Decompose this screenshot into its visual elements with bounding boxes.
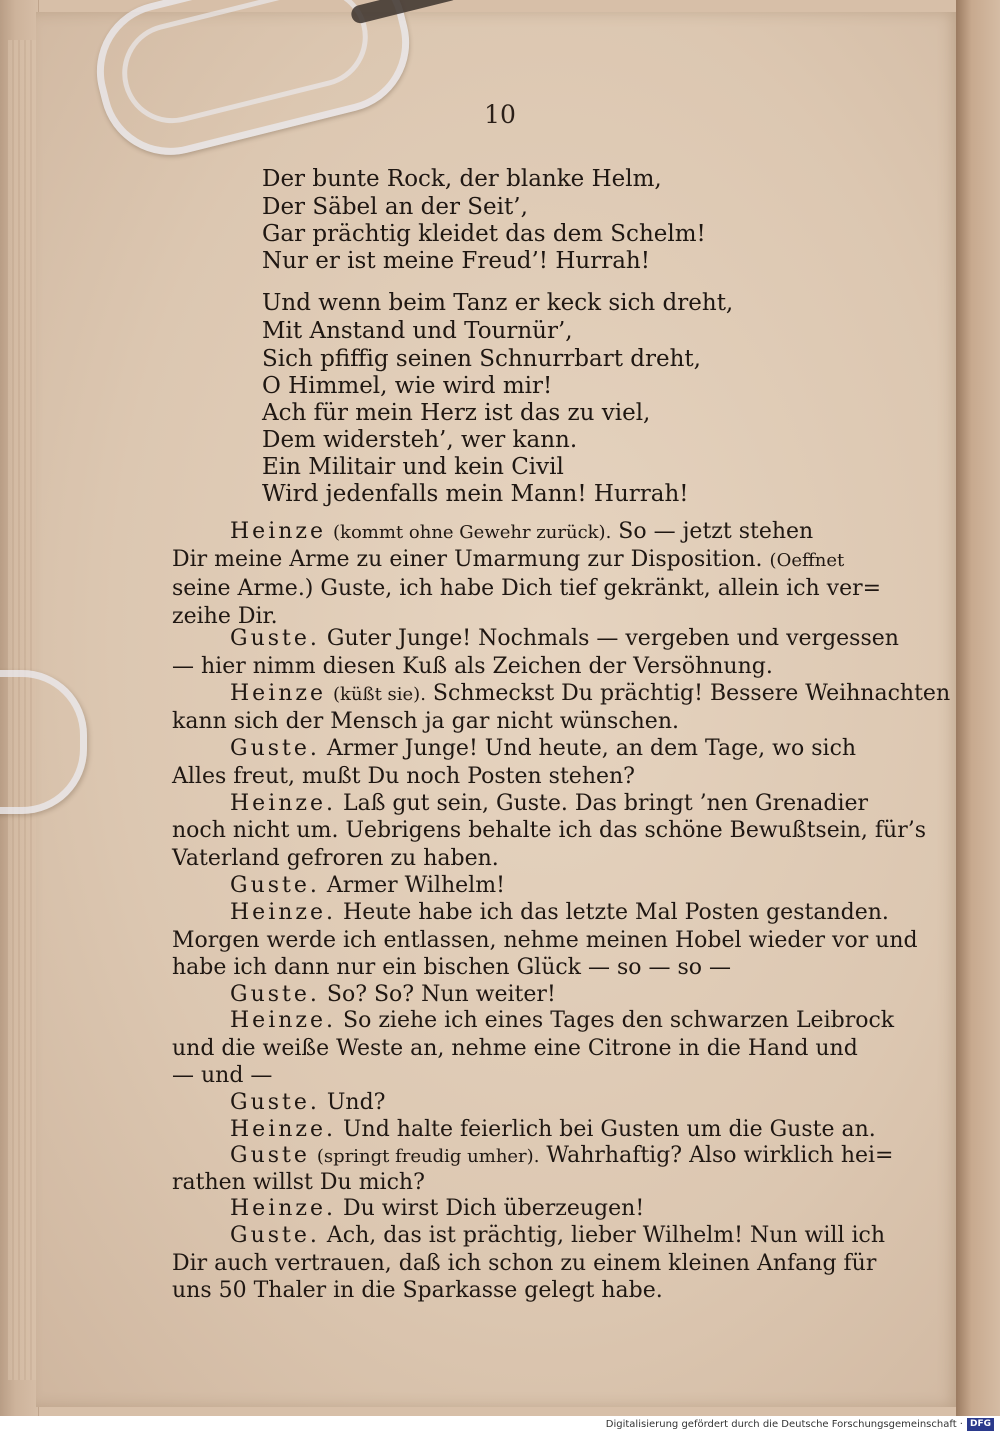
speaker-name: Heinze. bbox=[230, 1117, 337, 1142]
dialogue-line: — und — bbox=[172, 1063, 273, 1088]
dialogue-text: So — jetzt stehen bbox=[611, 519, 814, 544]
dialogue-line bbox=[172, 547, 916, 572]
speaker-name: Heinze. bbox=[230, 1008, 337, 1033]
verse-line: O Himmel, wie wird mir! bbox=[262, 373, 553, 399]
verse-line: Wird jedenfalls mein Mann! Hurrah! bbox=[262, 481, 689, 507]
footer-bar bbox=[0, 1416, 1000, 1434]
dialogue-line bbox=[230, 1008, 974, 1033]
stage-direction: (springt freudig umher). bbox=[316, 1146, 540, 1167]
verse-line: Ein Militair und kein Civil bbox=[262, 454, 564, 480]
dialogue-line bbox=[230, 1117, 974, 1142]
verse-line: Und wenn beim Tanz er keck sich dreht, bbox=[262, 290, 734, 316]
dialogue-line bbox=[230, 736, 974, 761]
dialogue-line: — hier nimm diesen Kuß als Zeichen der Versöhnung. bbox=[172, 654, 773, 679]
speaker-name: Guste. bbox=[230, 982, 320, 1007]
verse-line: Ach für mein Herz ist das zu viel, bbox=[262, 400, 651, 426]
dialogue-text: So ziehe ich eines Tages den schwarzen Leibrock bbox=[336, 1008, 895, 1033]
dialogue-text: Laß gut sein, Guste. Das bringt ’nen Grenadier bbox=[336, 791, 869, 816]
dialogue-line bbox=[230, 626, 974, 651]
dialogue-line bbox=[230, 1090, 974, 1115]
speaker-name: Heinze. bbox=[230, 900, 337, 925]
speaker-name: Guste. bbox=[230, 1223, 320, 1248]
dialogue-line: Alles freut, mußt Du noch Posten stehen? bbox=[172, 764, 635, 789]
verse-line: Mit Anstand und Tournür’, bbox=[262, 318, 573, 344]
dialogue-line: Vaterland gefroren zu haben. bbox=[172, 846, 499, 871]
dialogue-text: Und halte feierlich bei Gusten um die Guste an. bbox=[336, 1117, 876, 1142]
dialogue-line bbox=[230, 681, 974, 706]
speaker-name: Guste bbox=[230, 1143, 310, 1168]
dialogue-text: Armer Wilhelm! bbox=[319, 873, 505, 898]
dialogue-line: Morgen werde ich entlassen, nehme meinen Hobel wieder vor und bbox=[172, 928, 918, 953]
stage-direction: (Oeffnet bbox=[769, 550, 845, 571]
speaker-name: Guste. bbox=[230, 736, 320, 761]
dialogue-line bbox=[230, 1223, 974, 1248]
dialogue-line bbox=[230, 519, 974, 544]
dialogue-text: So? So? Nun weiter! bbox=[319, 982, 556, 1007]
dialogue-text: Armer Junge! Und heute, an dem Tage, wo sich bbox=[319, 736, 857, 761]
dialogue-line bbox=[230, 982, 974, 1007]
stage-direction: (küßt sie). bbox=[333, 684, 426, 705]
dialogue-line: noch nicht um. Uebrigens behalte ich das schöne Bewußtsein, für’s bbox=[172, 818, 927, 843]
dialogue-line: habe ich dann nur ein bischen Glück — so — so — bbox=[172, 955, 732, 980]
verse-line: Dem widersteh’, wer kann. bbox=[262, 427, 578, 453]
stage-direction: (kommt ohne Gewehr zurück). bbox=[333, 522, 612, 543]
dialogue-text: Dir meine Arme zu einer Umarmung zur Disposition. bbox=[172, 547, 770, 572]
verse-line: Sich pfiffig seinen Schnurrbart dreht, bbox=[262, 346, 701, 372]
dialogue-line: Dir auch vertrauen, daß ich schon zu einem kleinen Anfang für bbox=[172, 1251, 877, 1276]
speaker-name: Heinze. bbox=[230, 791, 337, 816]
speaker-name: Heinze bbox=[230, 519, 327, 544]
dialogue-line bbox=[230, 791, 974, 816]
dialogue-line bbox=[230, 900, 974, 925]
dialogue-line: und die weiße Weste an, nehme eine Citrone in die Hand und bbox=[172, 1036, 858, 1061]
verse-line: Der Säbel an der Seit’, bbox=[262, 194, 528, 220]
dialogue-line: uns 50 Thaler in die Sparkasse gelegt habe. bbox=[172, 1278, 663, 1303]
dialogue-line: kann sich der Mensch ja gar nicht wünschen. bbox=[172, 709, 679, 734]
dialogue-text: Heute habe ich das letzte Mal Posten gestanden. bbox=[336, 900, 889, 925]
dialogue-line bbox=[230, 1196, 974, 1221]
speaker-name: Heinze bbox=[230, 681, 327, 706]
dialogue-text: Und? bbox=[319, 1090, 386, 1115]
dialogue-line bbox=[230, 873, 974, 898]
dialogue-text: Schmeckst Du prächtig! Bessere Weihnachten bbox=[425, 681, 951, 706]
footer-text: Digitalisierung gefördert durch die Deutsche Forschungsgemeinschaft · bbox=[605, 1419, 963, 1430]
dialogue-line: rathen willst Du mich? bbox=[172, 1170, 425, 1195]
dialogue-text: Ach, das ist prächtig, lieber Wilhelm! Nun will ich bbox=[319, 1223, 886, 1248]
dialogue-text: Wahrhaftig? Also wirklich hei= bbox=[539, 1143, 894, 1168]
verse-line: Gar prächtig kleidet das dem Schelm! bbox=[262, 221, 706, 247]
verse-line: Der bunte Rock, der blanke Helm, bbox=[262, 166, 662, 192]
speaker-name: Guste. bbox=[230, 1090, 320, 1115]
dialogue-line: seine Arme.) Guste, ich habe Dich tief gekränkt, allein ich ver= bbox=[172, 576, 882, 601]
dialogue-text: Du wirst Dich überzeugen! bbox=[336, 1196, 645, 1221]
speaker-name: Guste. bbox=[230, 626, 320, 651]
dfg-logo: DFG bbox=[967, 1418, 994, 1431]
page-number: 10 bbox=[484, 100, 516, 129]
dialogue-line bbox=[230, 1143, 974, 1168]
speaker-name: Guste. bbox=[230, 873, 320, 898]
verse-line: Nur er ist meine Freud’! Hurrah! bbox=[262, 248, 650, 274]
dialogue-text: Guter Junge! Nochmals — vergeben und vergessen bbox=[319, 626, 899, 651]
dialogue-line: zeihe Dir. bbox=[172, 604, 278, 629]
speaker-name: Heinze. bbox=[230, 1196, 337, 1221]
